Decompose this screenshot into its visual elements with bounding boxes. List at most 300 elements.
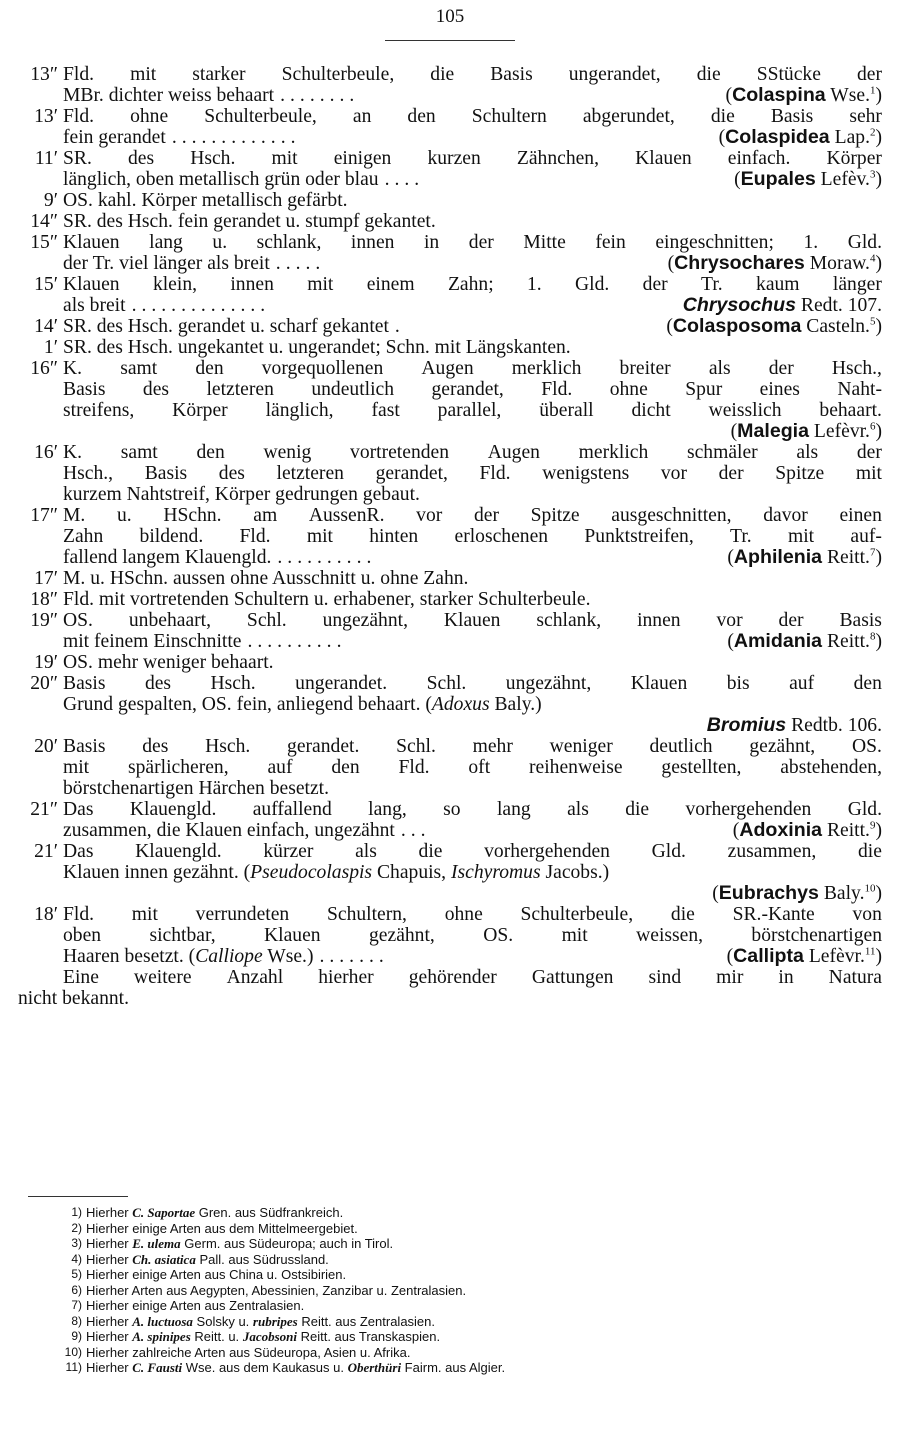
leader-dots: .............. xyxy=(131,295,271,316)
word: abstehenden, xyxy=(780,757,882,778)
word: Basis xyxy=(144,463,188,484)
leader-dots: .......... xyxy=(277,547,377,568)
word: bis xyxy=(726,673,750,694)
word: Basis xyxy=(839,610,882,631)
word: gerandet. xyxy=(287,736,360,757)
footnote: 9) Hierher A. spinipes Reitt. u. Jacobsoni Reitt. aus Transkaspien. xyxy=(60,1329,840,1345)
word: eines xyxy=(759,379,800,400)
entry-line xyxy=(63,127,882,148)
entry-line xyxy=(63,211,882,232)
word: die xyxy=(858,841,882,862)
entry-line xyxy=(63,253,882,274)
key-entry xyxy=(18,610,882,652)
word: u. xyxy=(116,505,132,526)
word: gerandet, xyxy=(431,379,504,400)
footnote: 3) Hierher E. ulema Germ. aus Südeuropa; auch in Tirol. xyxy=(60,1236,840,1252)
footnotes xyxy=(60,1205,840,1376)
word: Augen xyxy=(421,358,474,379)
word: Spur xyxy=(685,379,723,400)
word: Das xyxy=(63,841,94,862)
entry-line xyxy=(63,610,882,631)
line-text: als breit xyxy=(63,295,126,316)
word: mit xyxy=(130,64,157,85)
footnote-number: 7) xyxy=(71,1298,82,1312)
couplet-number: 19″ xyxy=(30,610,58,631)
footnote: 2) Hierher einige Arten aus dem Mittelmeergebiet. xyxy=(60,1221,840,1237)
word: der xyxy=(768,358,794,379)
word: streifens, xyxy=(63,400,135,421)
word: Schultern xyxy=(471,106,547,127)
word: lang xyxy=(149,232,183,253)
word: als xyxy=(796,442,819,463)
word: Gld. xyxy=(847,232,882,253)
genus-name: Bromius xyxy=(706,714,787,736)
genus-name: Malegia xyxy=(737,420,810,442)
line-text: MBr. dichter weiss behaart xyxy=(63,85,275,106)
entry-line xyxy=(63,925,882,946)
entry-line xyxy=(63,148,882,169)
word: K. xyxy=(63,442,83,463)
word: börstchenartigen xyxy=(751,925,882,946)
entry-line xyxy=(63,568,882,589)
couplet-number: 15″ xyxy=(30,232,58,253)
word: den xyxy=(331,757,360,778)
footnote: 1) Hierher C. Saportae Gren. aus Südfrankreich. xyxy=(60,1205,840,1221)
word: an xyxy=(352,106,372,127)
word: gerandet, xyxy=(375,463,448,484)
word: sind xyxy=(648,967,682,988)
entry-line xyxy=(63,652,882,673)
leader-dots: ............. xyxy=(171,127,301,148)
key-entry xyxy=(18,64,882,106)
word: weisslich xyxy=(708,400,782,421)
word: vorhergehenden xyxy=(484,841,610,862)
entry-line xyxy=(63,421,882,442)
couplet-number: 14″ xyxy=(30,211,58,232)
word: einigen xyxy=(333,148,392,169)
genus-reference: (Aphilenia Reitt.$^7$) xyxy=(727,546,882,568)
entry-line xyxy=(63,337,882,358)
genus-name: Eubrachys xyxy=(718,882,819,904)
spacer xyxy=(378,547,727,568)
couplet-number: 21′ xyxy=(34,841,58,862)
word: kurzen xyxy=(427,148,481,169)
footnote-marker: 2 xyxy=(869,126,876,139)
entry-line xyxy=(63,379,882,400)
word: als xyxy=(355,841,377,862)
genus-reference: (Malegia Lefèvr.$^6$) xyxy=(730,420,882,442)
word: Basis xyxy=(770,106,814,127)
word: schlank, xyxy=(536,610,602,631)
word: der xyxy=(468,232,494,253)
footnote-marker: 7 xyxy=(869,546,876,559)
word: Klauen xyxy=(63,274,120,295)
word: der xyxy=(856,64,882,85)
word: Spitze xyxy=(775,463,825,484)
line-text: Fld. mit vortretenden Schultern u. erhabener, starker Schulterbeule. xyxy=(63,589,591,610)
word: Zähnchen, xyxy=(516,148,600,169)
couplet-number: 17″ xyxy=(30,505,58,526)
word: den xyxy=(195,358,224,379)
word: fein xyxy=(595,232,626,253)
genus-name: Adoxinia xyxy=(739,819,823,841)
entry-line xyxy=(63,904,882,925)
word: zusammen, xyxy=(727,841,817,862)
word: ungezähnt, xyxy=(322,610,408,631)
couplet-number: 11′ xyxy=(34,148,58,169)
footnote-number: 10) xyxy=(64,1344,82,1359)
word: mit xyxy=(787,526,815,547)
entry-line xyxy=(63,526,882,547)
word: der xyxy=(778,610,804,631)
word: gehörender xyxy=(408,967,497,988)
species-name: E. ulema xyxy=(132,1236,181,1251)
word: des xyxy=(218,463,245,484)
key-entry xyxy=(18,652,882,673)
word: Fld. xyxy=(63,64,95,85)
genus-name: Chrysochares xyxy=(674,252,805,274)
word: ungerandet, xyxy=(568,64,661,85)
leader-dots: . xyxy=(394,316,405,337)
word: Klauen xyxy=(443,610,501,631)
word: Klauengld. xyxy=(129,799,217,820)
species-name: Ch. asiatica xyxy=(132,1251,196,1267)
word: starker xyxy=(192,64,246,85)
key-entry xyxy=(18,505,882,568)
footnote-number: 11) xyxy=(65,1360,82,1374)
footnote-marker: 4 xyxy=(869,252,876,265)
word: den xyxy=(407,106,436,127)
spacer xyxy=(348,631,727,652)
genus-name: Chrysochus xyxy=(682,294,796,316)
word: 1. xyxy=(526,274,542,295)
word: so xyxy=(443,799,461,820)
word: den xyxy=(196,442,225,463)
line-text: zusammen, die Klauen einfach, ungezähnt xyxy=(63,820,395,841)
footnote-marker: 6 xyxy=(869,420,876,433)
key-entry xyxy=(18,589,882,610)
entry-line xyxy=(63,778,882,799)
word: vor xyxy=(660,463,687,484)
word: gezähnt, xyxy=(369,925,435,946)
key-entry xyxy=(18,106,882,148)
word: hierher xyxy=(318,967,374,988)
entry-line xyxy=(63,484,882,505)
footnote: 5) Hierher einige Arten aus China u. Ostsibirien. xyxy=(60,1267,840,1283)
word: spärlicheren, xyxy=(127,757,229,778)
entry-line xyxy=(63,631,882,652)
couplet-number: 15′ xyxy=(34,274,58,295)
footnote-rule xyxy=(28,1196,128,1197)
word: innen xyxy=(350,232,395,253)
entry-line xyxy=(63,505,882,526)
word: Schulterbeule, xyxy=(204,106,317,127)
word: oben xyxy=(63,925,102,946)
line-text: M. u. HSchn. aussen ohne Ausschnitt u. ohne Zahn. xyxy=(63,568,469,589)
genus-name: Colaspina xyxy=(732,84,826,106)
word: Gattungen xyxy=(531,967,614,988)
word: hinten xyxy=(369,526,419,547)
entry-line xyxy=(63,442,882,463)
footnote-marker: 1 xyxy=(869,84,876,97)
word: Zahn xyxy=(63,526,104,547)
line-text: Haaren besetzt. (Calliope Wse.) xyxy=(63,946,314,967)
word: ungezähnt, xyxy=(505,673,592,694)
word: auf xyxy=(267,757,293,778)
couplet-number: 9′ xyxy=(43,190,58,211)
entry-line xyxy=(63,169,882,190)
couplet-number: 1′ xyxy=(43,337,58,358)
line-text: SR. des Hsch. fein gerandet u. stumpf gekantet. xyxy=(63,211,436,232)
word: ohne xyxy=(130,106,169,127)
line-text: länglich, oben metallisch grün oder blau xyxy=(63,169,379,190)
word: parallel, xyxy=(437,400,502,421)
line-text: Grund gespalten, OS. fein, anliegend behaart. (Adoxus Baly.) xyxy=(63,694,542,715)
word: Klauen xyxy=(630,673,688,694)
entry-line xyxy=(63,736,882,757)
key-entry xyxy=(18,190,882,211)
taxon-name: Pseudocolaspis xyxy=(250,862,373,883)
word: mit xyxy=(307,274,334,295)
line-text: fallend langem Klauengld. xyxy=(63,547,272,568)
word: wenig xyxy=(263,442,312,463)
word: mir xyxy=(716,967,744,988)
footnote-marker: 5 xyxy=(869,315,876,328)
key-entry xyxy=(18,442,882,505)
word: gezähnt, xyxy=(749,736,816,757)
couplet-number: 16″ xyxy=(30,358,58,379)
species-name: C. Fausti xyxy=(132,1360,183,1375)
key-entry xyxy=(18,673,882,736)
footnote-number: 1) xyxy=(71,1205,82,1219)
couplet-number: 19′ xyxy=(34,652,58,673)
word: Schulterbeule, xyxy=(281,64,395,85)
entry-line xyxy=(63,358,882,379)
word: Gld. xyxy=(575,274,610,295)
word: gestellten, xyxy=(661,757,742,778)
word: einfach. xyxy=(727,148,791,169)
key-entry xyxy=(18,736,882,799)
species-name: Oberthüri xyxy=(347,1360,402,1375)
word: mit xyxy=(306,526,333,547)
footnote: 7) Hierher einige Arten aus Zentralasien. xyxy=(60,1298,840,1314)
leader-dots: ... xyxy=(400,820,431,841)
word: vorhergehenden xyxy=(685,799,812,820)
word: Fld. xyxy=(63,904,95,925)
genus-name: Colasposoma xyxy=(672,315,802,337)
word: schmäler xyxy=(686,442,758,463)
word: Basis xyxy=(63,673,106,694)
footnote-number: 3) xyxy=(71,1236,82,1250)
word: merklich xyxy=(511,358,582,379)
word: Augen xyxy=(487,442,540,463)
word: in xyxy=(778,967,794,988)
genus-reference: (Colaspidea Lap.$^2$) xyxy=(718,126,882,148)
couplet-number: 21″ xyxy=(30,799,58,820)
key-entry xyxy=(18,211,882,232)
taxon-name: Ischyromus xyxy=(450,862,541,883)
footnote-number: 8) xyxy=(71,1313,82,1328)
entry-line xyxy=(63,316,882,337)
word: deutlich xyxy=(649,736,713,757)
footnote: 11) Hierher C. Fausti Wse. aus dem Kaukasus u. Oberthüri Fairm. aus Algier. xyxy=(60,1360,840,1376)
word: SStücke xyxy=(756,64,821,85)
genus-reference: (Eupales Lefèv.$^3$) xyxy=(734,168,882,190)
key-entry xyxy=(18,316,882,337)
word: mit xyxy=(63,757,90,778)
word: kürzer xyxy=(263,841,314,862)
word: letzteren xyxy=(276,463,344,484)
word: Anzahl xyxy=(226,967,284,988)
word: innen xyxy=(230,274,274,295)
word: der xyxy=(473,505,499,526)
closing-line: nicht bekannt. xyxy=(18,988,129,1009)
couplet-number: 13″ xyxy=(30,64,58,85)
word: innen xyxy=(637,610,681,631)
word: Fld. xyxy=(239,526,271,547)
genus-reference: (Chrysochares Moraw.$^4$) xyxy=(667,252,882,274)
leader-dots: ........ xyxy=(280,85,360,106)
word: eingeschnitten; xyxy=(655,232,774,253)
word: AussenR. xyxy=(308,505,385,526)
word: auffallend xyxy=(252,799,332,820)
word: OS. xyxy=(63,610,93,631)
word: weitere xyxy=(133,967,192,988)
word: die xyxy=(418,841,443,862)
word: letzteren xyxy=(206,379,274,400)
leader-dots: ..... xyxy=(275,253,326,274)
couplet-number: 14′ xyxy=(34,316,58,337)
word: die xyxy=(430,64,455,85)
genus-reference: (Eubrachys Baly.$^{10}$) xyxy=(712,882,882,904)
word: Schultern, xyxy=(326,904,407,925)
word: Das xyxy=(63,799,94,820)
footnote-number: 2) xyxy=(71,1220,82,1235)
key-entry xyxy=(18,232,882,274)
entry-line xyxy=(63,589,882,610)
footnote-marker: 10 xyxy=(864,882,876,895)
word: ausgeschnitten, xyxy=(611,505,732,526)
word: in xyxy=(423,232,440,253)
spacer xyxy=(272,295,683,316)
word: Naht- xyxy=(837,379,882,400)
footnote: 6) Hierher Arten aus Aegypten, Abessinien, Zanzibar u. Zentralasien. xyxy=(60,1283,840,1299)
entry-line xyxy=(63,106,882,127)
couplet-number: 18″ xyxy=(30,589,58,610)
word: mehr xyxy=(472,736,513,757)
word: Klauengld. xyxy=(135,841,222,862)
word: Basis xyxy=(490,64,533,85)
entry-line xyxy=(63,715,882,736)
word: Mitte xyxy=(523,232,566,253)
footnote-number: 6) xyxy=(71,1282,82,1297)
spacer xyxy=(361,85,725,106)
word: von xyxy=(852,904,882,925)
word: Natura xyxy=(828,967,882,988)
word: Gld. xyxy=(651,841,686,862)
entry-line xyxy=(63,295,882,316)
word: verrundeten xyxy=(195,904,290,925)
taxon-name: Adoxus xyxy=(431,694,490,715)
genus-reference: (Colaspina Wse.$^1$) xyxy=(725,84,882,106)
word: Punktstreifen, xyxy=(584,526,694,547)
footnote-marker: 3 xyxy=(869,168,876,181)
word: wenigstens xyxy=(542,463,630,484)
word: der xyxy=(642,274,668,295)
closing-line xyxy=(63,967,882,988)
word: Gld. xyxy=(847,799,882,820)
couplet-number: 20′ xyxy=(34,736,58,757)
word: überall xyxy=(539,400,594,421)
word: der xyxy=(718,463,744,484)
spacer xyxy=(303,127,719,148)
word: u. xyxy=(212,232,228,253)
word: OS. xyxy=(483,925,514,946)
word: ohne xyxy=(609,379,648,400)
word: reihenweise xyxy=(528,757,623,778)
genus-reference: (Amidania Reitt.$^8$) xyxy=(727,630,882,652)
entry-line xyxy=(63,190,882,211)
footnote: 10) Hierher zahlreiche Arten aus Südeuropa, Asien u. Afrika. xyxy=(60,1345,840,1361)
line-text: mit feinem Einschnitte xyxy=(63,631,242,652)
couplet-number: 16′ xyxy=(34,442,58,463)
line-text: kurzem Nahtstreif, Körper gedrungen gebaut. xyxy=(63,484,420,505)
word: Hsch., xyxy=(831,358,882,379)
couplet-number: 18′ xyxy=(34,904,58,925)
word: Schl. xyxy=(426,673,467,694)
word: die xyxy=(625,799,650,820)
key-entry xyxy=(18,337,882,358)
entry-line xyxy=(63,946,882,967)
word: Basis xyxy=(63,379,106,400)
word: vorgequollenen xyxy=(261,358,384,379)
word: samt xyxy=(120,442,158,463)
line-text: Klauen innen gezähnt. (Pseudocolaspis Chapuis, Ischyromus Jacobs.) xyxy=(63,862,610,883)
spacer xyxy=(327,253,667,274)
line-text: OS. mehr weniger behaart. xyxy=(63,652,274,673)
word: kaum xyxy=(756,274,800,295)
word: die xyxy=(710,106,735,127)
species-name: C. Saportae xyxy=(132,1205,196,1220)
word: unbehaart, xyxy=(128,610,212,631)
entry-line xyxy=(63,547,882,568)
word: OS. xyxy=(851,736,882,757)
word: mit xyxy=(131,904,158,925)
word: lang, xyxy=(368,799,407,820)
key-entry xyxy=(18,148,882,190)
entry-line xyxy=(63,232,882,253)
word: Hsch. xyxy=(210,673,256,694)
word: Tr. xyxy=(701,274,723,295)
word: M. xyxy=(63,505,86,526)
word: Hsch., xyxy=(63,463,114,484)
word: den xyxy=(853,673,882,694)
word: lang xyxy=(496,799,531,820)
footnote-marker: 9 xyxy=(869,819,876,832)
entry-line xyxy=(63,757,882,778)
word: Fld. xyxy=(398,757,430,778)
word: auf xyxy=(789,673,815,694)
spacer xyxy=(407,316,667,337)
genus-name: Callipta xyxy=(733,945,804,967)
footnote-number: 4) xyxy=(71,1251,82,1266)
key-entry xyxy=(18,274,882,316)
word: sehr xyxy=(849,106,882,127)
word: sichtbar, xyxy=(149,925,216,946)
entry-line xyxy=(63,400,882,421)
spacer xyxy=(426,169,734,190)
entry-line xyxy=(63,694,882,715)
